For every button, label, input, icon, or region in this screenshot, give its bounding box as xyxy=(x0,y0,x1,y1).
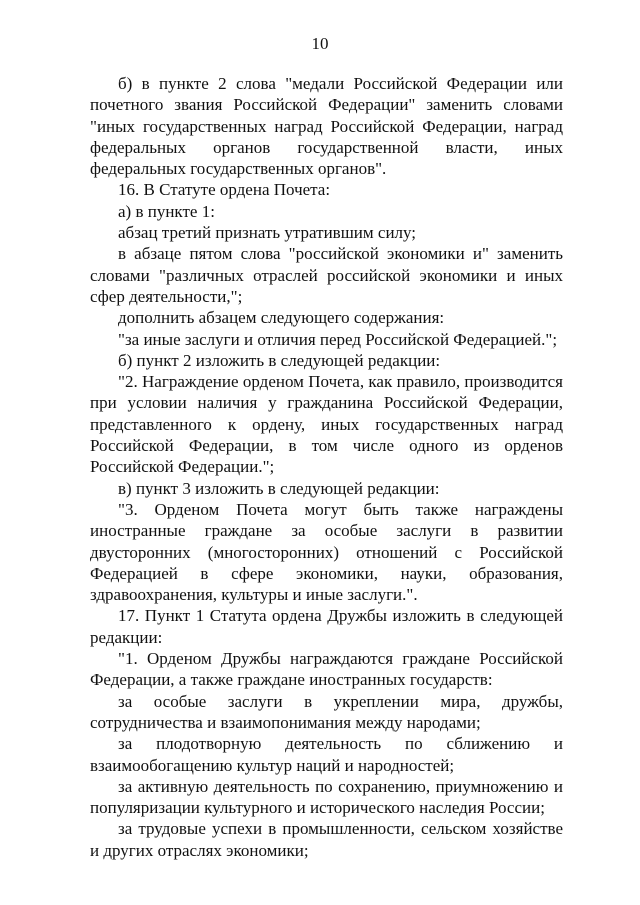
paragraph-merit-heritage: за активную деятельность по сохранению, приумножению и популяризации культурного и исторического наследия России; xyxy=(90,776,563,818)
paragraph-abzac-three-void: абзац третий признать утратившим силу; xyxy=(118,223,417,243)
paragraph-add-abzac: дополнить абзацем следующего содержания: xyxy=(118,308,445,328)
paragraph-subitem-b: б) пункт 2 изложить в следующей редакции: xyxy=(118,350,441,370)
paragraph-quote-other-merits: "за иные заслуги и отличия перед Российской Федерацией."; xyxy=(118,329,558,349)
document-body xyxy=(90,73,563,861)
paragraph-item-17-heading: 17. Пункт 1 Статута ордена Дружбы изложить в следующей редакции: xyxy=(90,606,563,647)
paragraph-item-16-heading: 16. В Статуте ордена Почета: xyxy=(118,180,331,200)
paragraph-quote-friendship-order: "1. Орденом Дружбы награждаются граждане Российской Федерации, а также граждане иностранных государств: xyxy=(90,649,563,690)
paragraph-subitem-v: в) пункт 3 изложить в следующей редакции: xyxy=(118,478,440,498)
paragraph-abzac-five-replace: в абзаце пятом слова "российской экономики и" заменить словами "различных отраслей российской экономики и иных сфер деятельности,"; xyxy=(90,244,563,306)
paragraph-amendment-b-point-2: б) в пункте 2 слова "медали Российской Федерации или почетного звания Российской Федерации" заменить словами "иных государственных наград Российской Федерации, наград федеральных органов государственной власти, иных федеральных государственных органов". xyxy=(90,74,563,179)
paragraph-merit-labor: за трудовые успехи в промышленности, сельском хозяйстве и других отраслях экономики; xyxy=(90,819,563,860)
paragraph-quote-point-2: "2. Награждение орденом Почета, как правило, производится при условии наличия у гражданина Российской Федерации, представленного к ордену, иных государственных наград Российской Федерации, в том числе одного из орденов Российской Федерации."; xyxy=(90,372,563,477)
paragraph-merit-cultures: за плодотворную деятельность по сближению и взаимообогащению культур наций и народностей; xyxy=(90,734,563,775)
paragraph-merit-peace: за особые заслуги в укреплении мира, дружбы, сотрудничества и взаимопонимания между народами; xyxy=(90,691,563,732)
paragraph-subitem-a: а) в пункте 1: xyxy=(118,201,215,221)
paragraph-quote-point-3: "3. Орденом Почета могут быть также награждены иностранные граждане за особые заслуги в развитии двусторонних (многосторонних) отношений с Российской Федерацией в сфере экономики, науки, образования, здравоохранения, культуры и иные заслуги.". xyxy=(90,499,563,605)
page-number: 10 xyxy=(311,34,329,53)
